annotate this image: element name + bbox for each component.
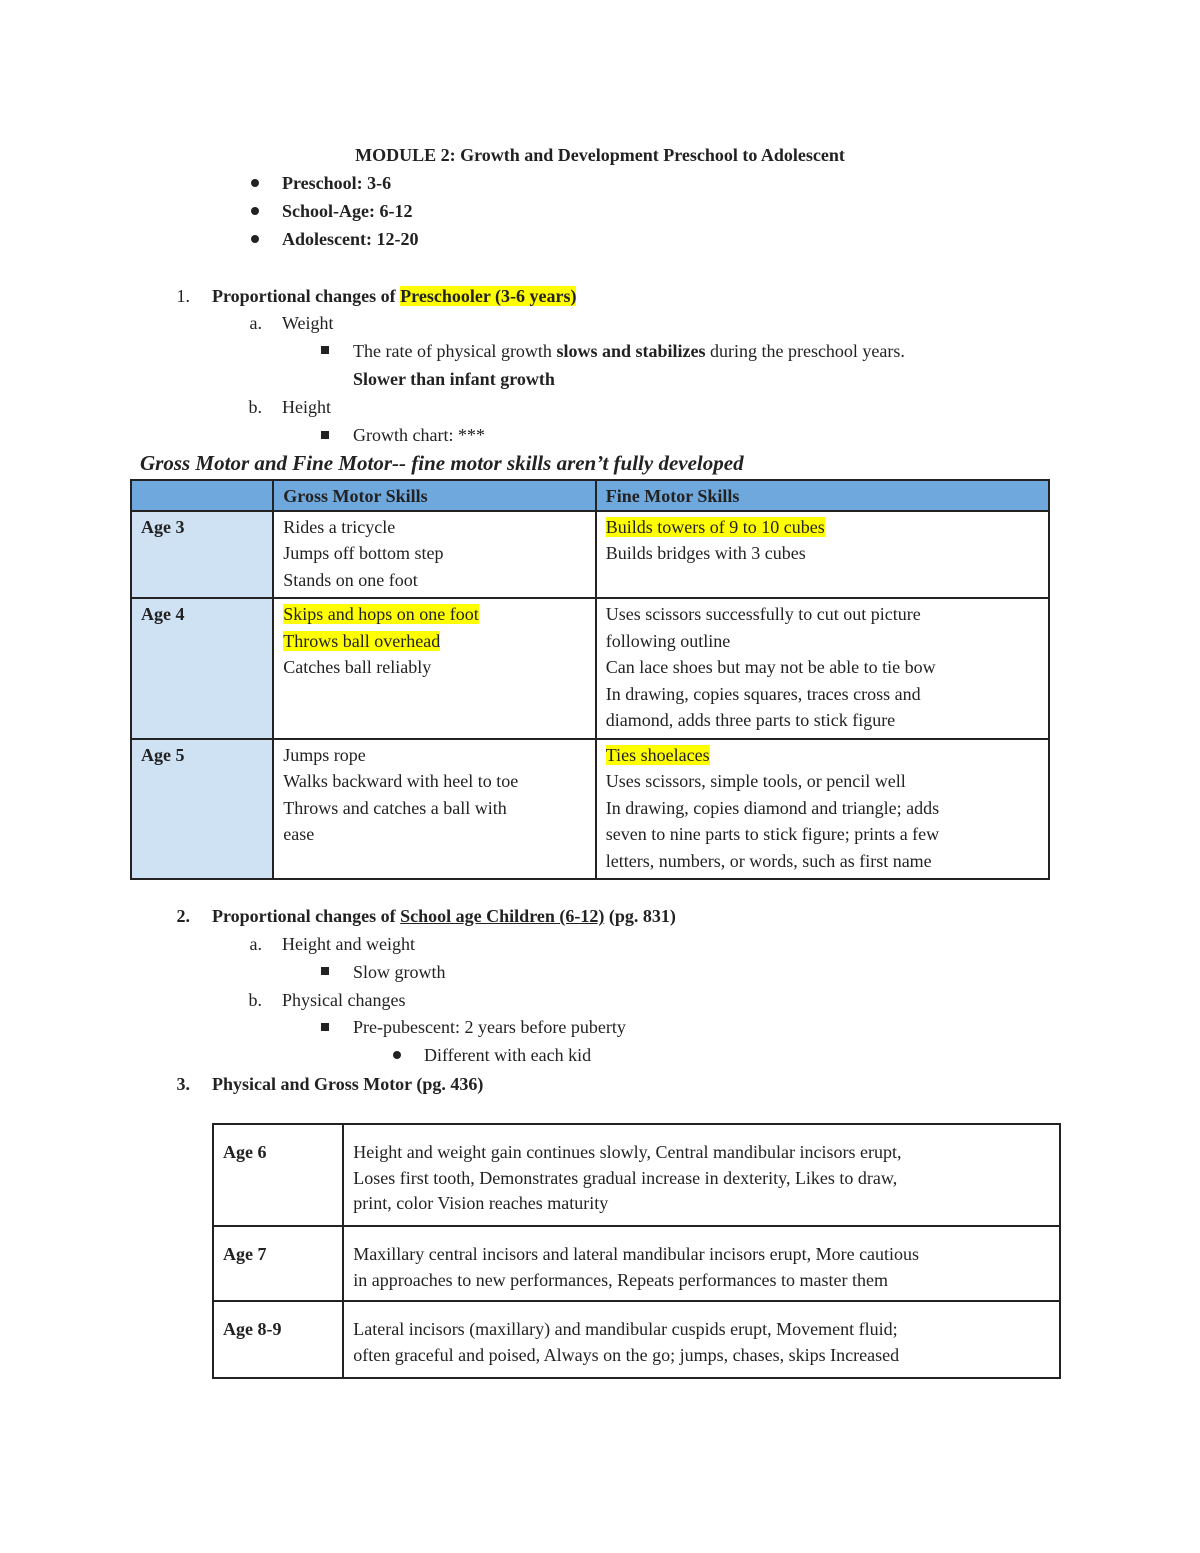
motor-skills-heading: Gross Motor and Fine Motor-- fine motor skills aren’t fully developed xyxy=(140,451,744,475)
skill-line: Uses scissors successfully to cut out picture xyxy=(605,604,921,624)
gross-motor-cell xyxy=(273,511,595,599)
section-1-height: Height xyxy=(282,397,331,417)
fine-motor-cell xyxy=(596,511,1049,599)
section-number: 1. xyxy=(176,286,190,306)
bullet-icon xyxy=(251,235,259,243)
skill-line: Builds towers of 9 to 10 cubes xyxy=(605,516,825,537)
table-header-cell: Fine Motor Skills xyxy=(596,480,1049,511)
section-1-heading xyxy=(212,285,576,307)
age-cell: Age 5 xyxy=(131,739,273,880)
weight-bullet xyxy=(353,340,905,362)
skill-line: seven to nine parts to stick figure; prints a few xyxy=(605,824,940,844)
table-header-row xyxy=(131,480,1049,511)
age-range-adolescent: Adolescent: 12-20 xyxy=(282,229,419,249)
weight-bullet-line2: Slower than infant growth xyxy=(353,369,555,389)
description-line: Maxillary central incisors and lateral mandibular incisors erupt, More cautious xyxy=(353,1244,920,1264)
description-line: Loses first tooth, Demonstrates gradual increase in dexterity, Likes to draw, xyxy=(353,1167,898,1188)
skill-line: In drawing, copies squares, traces cross and xyxy=(605,683,921,704)
age-cell: Age 4 xyxy=(131,598,273,739)
weight-bullet-bold: slows and stabilizes xyxy=(556,341,706,361)
skill-line: ease xyxy=(283,824,315,844)
section-2-underlined: School age Children (6-12) xyxy=(400,906,605,926)
weight-bullet-post: during the preschool years. xyxy=(705,341,905,361)
skill-line: Rides a tricycle xyxy=(283,516,396,537)
motor-skills-table xyxy=(130,479,1050,880)
table-header-cell: Gross Motor Skills xyxy=(273,480,595,511)
age-range-school-age: School-Age: 6-12 xyxy=(282,201,413,221)
gross-motor-cell xyxy=(273,739,595,880)
skill-line: Can lace shoes but may not be able to tie bow xyxy=(605,657,936,677)
skill-line: Uses scissors, simple tools, or pencil well xyxy=(605,771,906,791)
skill-line: following outline xyxy=(605,630,731,651)
table-row xyxy=(213,1226,1060,1301)
page-title: MODULE 2: Growth and Development Preschool to Adolescent xyxy=(355,145,845,165)
skill-line: Stands on one foot xyxy=(283,569,418,590)
bullet-icon xyxy=(251,179,259,187)
section-2-suffix: (pg. 831) xyxy=(604,906,676,926)
bullet-icon xyxy=(251,207,259,215)
skill-line: Catches ball reliably xyxy=(283,657,432,677)
age-cell: Age 8-9 xyxy=(213,1301,343,1378)
section-2-physical-changes: Physical changes xyxy=(282,990,406,1010)
age-cell: Age 7 xyxy=(213,1226,343,1301)
slow-growth-bullet: Slow growth xyxy=(353,962,446,982)
height-bullet: Growth chart: *** xyxy=(353,425,485,445)
each-kid-subbullet: Different with each kid xyxy=(424,1045,592,1065)
description-cell xyxy=(343,1226,1060,1301)
skill-line: Jumps rope xyxy=(283,744,366,765)
section-number: 2. xyxy=(176,906,190,926)
list-label: a. xyxy=(249,313,262,333)
section-1-highlight: Preschooler (3-6 years) xyxy=(400,286,577,306)
fine-motor-cell xyxy=(596,598,1049,739)
square-bullet-icon xyxy=(321,1023,329,1031)
section-1-prefix: Proportional changes of xyxy=(212,286,401,306)
skill-line: Throws ball overhead xyxy=(283,630,441,651)
section-2-prefix: Proportional changes of xyxy=(212,906,401,926)
table-row xyxy=(131,598,1049,739)
square-bullet-icon xyxy=(321,967,329,975)
skill-line: Walks backward with heel to toe xyxy=(283,771,519,791)
section-2-height-weight: Height and weight xyxy=(282,934,415,954)
bullet-icon xyxy=(393,1051,401,1059)
skill-line: letters, numbers, or words, such as first name xyxy=(605,850,932,871)
description-line: Lateral incisors (maxillary) and mandibular cuspids erupt, Movement fluid; xyxy=(353,1319,898,1339)
table-row xyxy=(213,1301,1060,1378)
section-3-heading: Physical and Gross Motor (pg. 436) xyxy=(212,1074,484,1094)
description-line: print, color Vision reaches maturity xyxy=(353,1193,609,1213)
square-bullet-icon xyxy=(321,346,329,354)
section-2-heading xyxy=(212,905,676,927)
pre-pubescent-bullet: Pre-pubescent: 2 years before puberty xyxy=(353,1017,626,1037)
description-cell xyxy=(343,1301,1060,1378)
gross-motor-cell xyxy=(273,598,595,739)
school-age-table xyxy=(212,1123,1061,1379)
description-line: in approaches to new performances, Repeats performances to master them xyxy=(353,1269,889,1290)
section-1-weight: Weight xyxy=(282,313,334,333)
skill-line: Ties shoelaces xyxy=(605,744,710,765)
fine-motor-cell xyxy=(596,739,1049,880)
skill-line: diamond, adds three parts to stick figure xyxy=(605,710,896,730)
description-line: often graceful and poised, Always on the go; jumps, chases, skips Increased xyxy=(353,1344,900,1365)
list-label: b. xyxy=(248,397,262,417)
skill-line: Jumps off bottom step xyxy=(283,543,444,563)
table-row xyxy=(131,739,1049,880)
age-cell: Age 3 xyxy=(131,511,273,599)
skill-line: In drawing, copies diamond and triangle; adds xyxy=(605,797,940,818)
table-header-cell xyxy=(131,480,273,511)
section-number: 3. xyxy=(176,1074,190,1094)
list-label: a. xyxy=(249,934,262,954)
description-line: Height and weight gain continues slowly, Central mandibular incisors erupt, xyxy=(353,1142,902,1162)
table-row xyxy=(131,511,1049,599)
age-cell: Age 6 xyxy=(213,1124,343,1226)
table-row xyxy=(213,1124,1060,1226)
skill-line: Builds bridges with 3 cubes xyxy=(605,543,806,563)
square-bullet-icon xyxy=(321,431,329,439)
description-cell xyxy=(343,1124,1060,1226)
skill-line: Throws and catches a ball with xyxy=(283,797,507,818)
list-label: b. xyxy=(248,990,262,1010)
skill-line: Skips and hops on one foot xyxy=(283,604,479,624)
age-range-preschool: Preschool: 3-6 xyxy=(282,173,392,193)
weight-bullet-pre: The rate of physical growth xyxy=(353,341,557,361)
